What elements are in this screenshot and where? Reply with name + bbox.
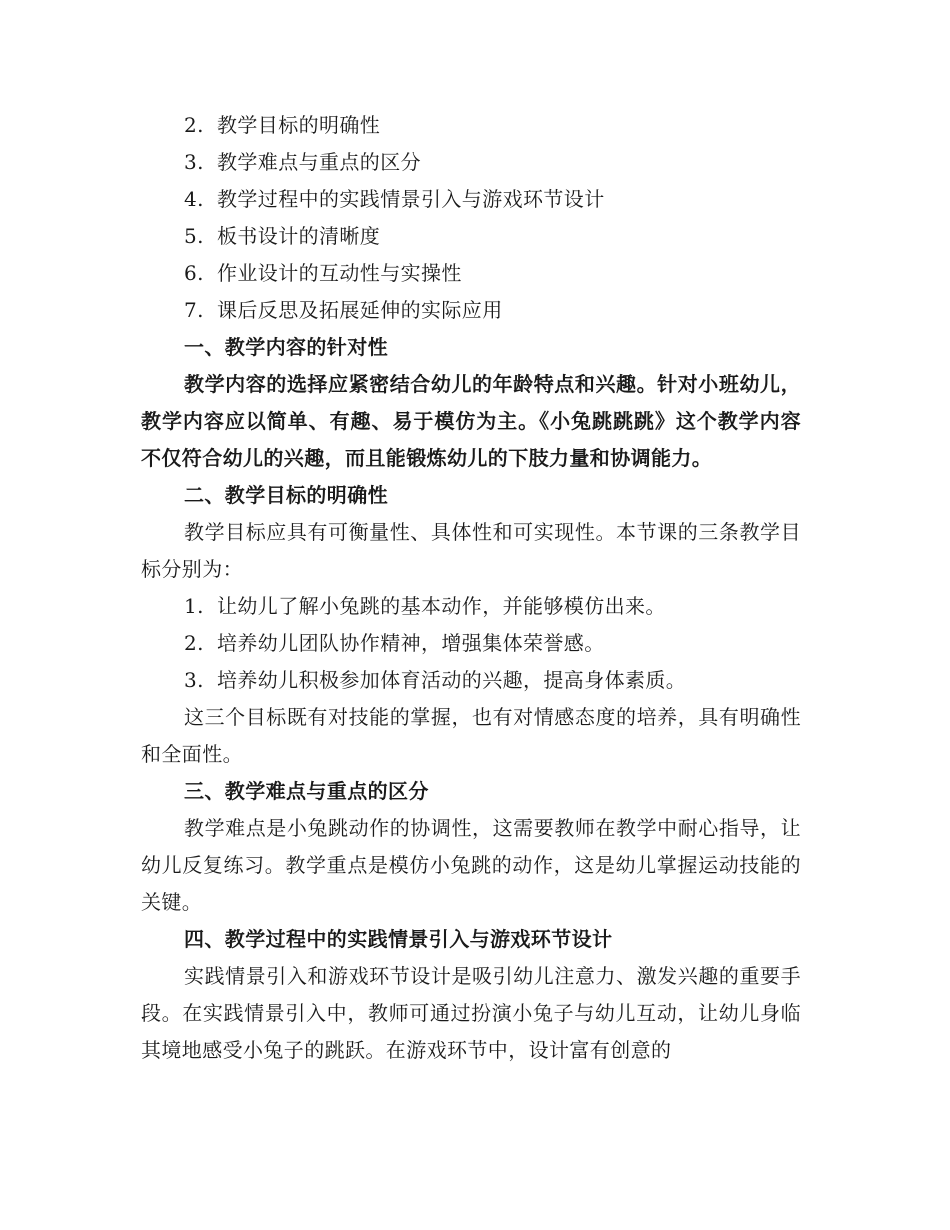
toc-item-number: 7. bbox=[184, 298, 204, 322]
section-paragraph: 教学难点是小兔跳动作的协调性，这需要教师在教学中耐心指导，让幼儿反复练习。教学重点是模仿小兔跳的动作，这是幼儿掌握运动技能的关键。 bbox=[141, 816, 801, 914]
toc-item bbox=[141, 144, 801, 181]
goal-item bbox=[141, 662, 801, 699]
toc-item-text: 课后反思及拓展延伸的实际应用 bbox=[217, 298, 503, 322]
goal-item-text: 让幼儿了解小兔跳的基本动作，并能够模仿出来。 bbox=[217, 594, 666, 618]
section-paragraph: 教学目标应具有可衡量性、具体性和可实现性。本节课的三条教学目标分别为： bbox=[141, 520, 801, 581]
toc-item-number: 2. bbox=[184, 113, 204, 137]
goal-item-number: 3. bbox=[184, 668, 204, 692]
toc-item bbox=[141, 181, 801, 218]
toc-item-number: 4. bbox=[184, 187, 204, 211]
goal-item-number: 2. bbox=[184, 631, 204, 655]
section-paragraph: 这三个目标既有对技能的掌握，也有对情感态度的培养，具有明确性和全面性。 bbox=[141, 705, 801, 766]
toc-item-text: 板书设计的清晰度 bbox=[217, 224, 381, 248]
goal-item-text: 培养幼儿团队协作精神，增强集体荣誉感。 bbox=[217, 631, 605, 655]
goal-item-number: 1. bbox=[184, 594, 204, 618]
section-paragraph: 教学内容的选择应紧密结合幼儿的年龄特点和兴趣。针对小班幼儿，教学内容应以简单、有趣、易于模仿为主。《小兔跳跳跳》这个教学内容不仅符合幼儿的兴趣，而且能锻炼幼儿的下肢力量和协调能力。 bbox=[141, 372, 801, 470]
toc-item bbox=[141, 292, 801, 329]
toc-item bbox=[141, 107, 801, 144]
toc-item-number: 3. bbox=[184, 150, 204, 174]
toc-item-number: 6. bbox=[184, 261, 204, 285]
toc-item bbox=[141, 218, 801, 255]
goal-item-text: 培养幼儿积极参加体育活动的兴趣，提高身体素质。 bbox=[217, 668, 687, 692]
section-heading: 四、教学过程中的实践情景引入与游戏环节设计 bbox=[184, 927, 613, 951]
document-page bbox=[141, 107, 801, 1069]
goal-item bbox=[141, 625, 801, 662]
section-heading: 一、教学内容的针对性 bbox=[184, 335, 388, 359]
section-heading: 三、教学难点与重点的区分 bbox=[184, 779, 429, 803]
toc-item-text: 教学过程中的实践情景引入与游戏环节设计 bbox=[217, 187, 605, 211]
toc-item-number: 5. bbox=[184, 224, 204, 248]
toc-item-text: 教学目标的明确性 bbox=[217, 113, 381, 137]
toc-item-text: 教学难点与重点的区分 bbox=[217, 150, 421, 174]
toc-item bbox=[141, 255, 801, 292]
section-heading: 二、教学目标的明确性 bbox=[184, 483, 388, 507]
goal-item bbox=[141, 588, 801, 625]
toc-item-text: 作业设计的互动性与实操性 bbox=[217, 261, 462, 285]
section-paragraph: 实践情景引入和游戏环节设计是吸引幼儿注意力、激发兴趣的重要手段。在实践情景引入中，教师可通过扮演小兔子与幼儿互动，让幼儿身临其境地感受小兔子的跳跃。在游戏环节中，设计富有创意的 bbox=[141, 964, 801, 1062]
